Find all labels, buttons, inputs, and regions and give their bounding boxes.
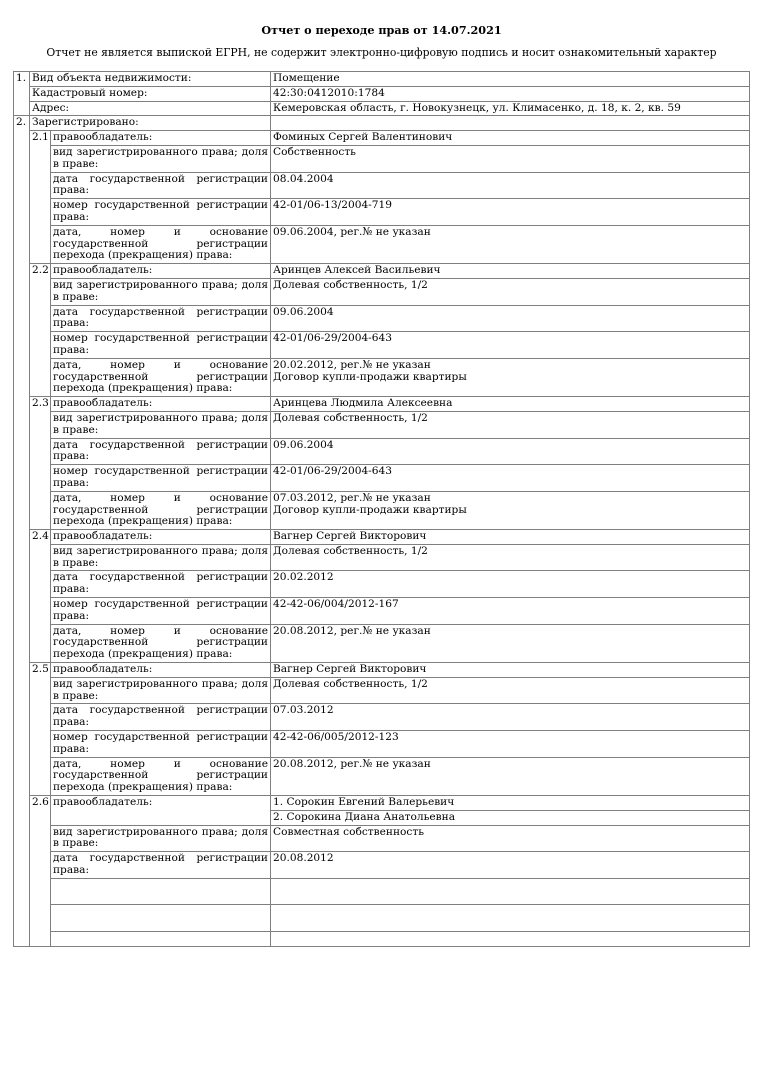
reg-number-row — [14, 332, 750, 359]
reg-date-value: 20.08.2012 — [271, 852, 750, 879]
holder-label: правообладатель: — [51, 131, 271, 146]
reg-date-label: дата государственной регистрации права: — [51, 172, 271, 199]
transfer-line: 20.08.2012, рег.№ не указан — [273, 624, 431, 637]
cadastral-row — [14, 86, 750, 101]
transfer-row — [14, 757, 750, 795]
holder-row — [14, 796, 750, 811]
reg-number-label — [51, 878, 271, 905]
reg-date-label: дата государственной регистрации права: — [51, 852, 271, 879]
cadastral-value: 42:30:0412010:1784 — [271, 86, 750, 101]
right-type-value: Долевая собственность, 1/2 — [271, 278, 750, 305]
reg-date-label: дата государственной регистрации права: — [51, 305, 271, 332]
reg-number-label: номер государственной регистрации права: — [51, 332, 271, 359]
holder-value: 1. Сорокин Евгений Валерьевич — [271, 796, 750, 811]
holder-label: правообладатель: — [51, 530, 271, 545]
object-type-value: Помещение — [271, 72, 750, 87]
transfer-line: 07.03.2012, рег.№ не указан — [273, 491, 431, 504]
holder-value: Фоминых Сергей Валентинович — [271, 131, 750, 146]
report-disclaimer: Отчет не является выпиской ЕГРН, не содержит электронно-цифровую подпись и носит ознакомительный характер — [46, 46, 717, 59]
section-number: 2. — [14, 116, 30, 946]
holder-row — [14, 264, 750, 279]
right-type-value: Собственность — [271, 145, 750, 172]
right-type-row — [14, 278, 750, 305]
transfer-line: 20.08.2012, рег.№ не указан — [273, 757, 431, 770]
entry-number: 2.5 — [30, 663, 51, 796]
holder-row — [14, 530, 750, 545]
registered-row — [14, 116, 750, 131]
right-type-row — [14, 825, 750, 852]
reg-number-row — [14, 199, 750, 226]
transfer-label: дата, номер и основание государственной регистрации перехода (прекращения) права: — [51, 624, 271, 662]
reg-number-value: 42-01/06-13/2004-719 — [271, 199, 750, 226]
transfer-row — [14, 225, 750, 263]
holder-row — [14, 663, 750, 678]
transfer-value — [271, 757, 750, 795]
right-type-value: Совместная собственность — [271, 825, 750, 852]
transfer-row — [14, 905, 750, 932]
reg-number-value: 42-01/06-29/2004-643 — [271, 332, 750, 359]
reg-number-value: 42-42-06/004/2012-167 — [271, 598, 750, 625]
reg-number-value — [271, 878, 750, 905]
transfer-basis: Договор купли-продажи квартиры — [273, 370, 467, 383]
holder-value: 2. Сорокина Диана Анатольевна — [271, 810, 750, 825]
holder-value: Аринцева Людмила Алексеевна — [271, 397, 750, 412]
entry-number: 2.6 — [30, 796, 51, 947]
holder-label: правообладатель: — [51, 397, 271, 412]
transfer-basis: Договор купли-продажи квартиры — [273, 503, 467, 516]
entry-number: 2.2 — [30, 264, 51, 397]
registered-label: Зарегистрировано: — [30, 116, 271, 131]
reg-number-label: номер государственной регистрации права: — [51, 465, 271, 492]
right-type-label: вид зарегистрированного права; доля в праве: — [51, 544, 271, 571]
reg-number-label: номер государственной регистрации права: — [51, 731, 271, 758]
reg-number-row — [14, 878, 750, 905]
holder-row — [14, 397, 750, 412]
holder-label: правообладатель: — [51, 663, 271, 678]
reg-date-row — [14, 438, 750, 465]
right-type-label: вид зарегистрированного права; доля в праве: — [51, 145, 271, 172]
transfer-row — [14, 491, 750, 529]
reg-date-value: 08.04.2004 — [271, 172, 750, 199]
spacer-cell — [51, 932, 271, 947]
spacer-row — [14, 932, 750, 947]
holder-row — [14, 131, 750, 146]
reg-date-row — [14, 305, 750, 332]
object-type-label: Вид объекта недвижимости: — [30, 72, 271, 87]
right-type-value: Долевая собственность, 1/2 — [271, 544, 750, 571]
entry-number: 2.3 — [30, 397, 51, 530]
transfer-label: дата, номер и основание государственной регистрации перехода (прекращения) права: — [51, 757, 271, 795]
reg-date-row — [14, 172, 750, 199]
right-type-value: Долевая собственность, 1/2 — [271, 411, 750, 438]
cadastral-label: Кадастровый номер: — [30, 86, 271, 101]
reg-date-label: дата государственной регистрации права: — [51, 571, 271, 598]
reg-date-row — [14, 852, 750, 879]
holder-value: Вагнер Сергей Викторович — [271, 530, 750, 545]
reg-date-row — [14, 571, 750, 598]
holder-value: Аринцев Алексей Васильевич — [271, 264, 750, 279]
transfer-label: дата, номер и основание государственной регистрации перехода (прекращения) права: — [51, 491, 271, 529]
transfer-label — [51, 905, 271, 932]
transfer-value — [271, 491, 750, 529]
right-type-row — [14, 411, 750, 438]
address-label: Адрес: — [30, 101, 271, 116]
entry-number: 2.1 — [30, 131, 51, 264]
reg-number-value: 42-01/06-29/2004-643 — [271, 465, 750, 492]
transfer-row — [14, 358, 750, 396]
transfer-label: дата, номер и основание государственной регистрации перехода (прекращения) права: — [51, 225, 271, 263]
registered-value — [271, 116, 750, 131]
reg-date-row — [14, 704, 750, 731]
right-type-label: вид зарегистрированного права; доля в праве: — [51, 825, 271, 852]
section-number: 1. — [14, 72, 30, 116]
reg-number-row — [14, 731, 750, 758]
reg-number-row — [14, 465, 750, 492]
holder-label: правообладатель: — [51, 796, 271, 826]
right-type-value: Долевая собственность, 1/2 — [271, 677, 750, 704]
reg-number-value: 42-42-06/005/2012-123 — [271, 731, 750, 758]
right-type-label: вид зарегистрированного права; доля в праве: — [51, 677, 271, 704]
address-row — [14, 101, 750, 116]
holder-label: правообладатель: — [51, 264, 271, 279]
reg-number-label: номер государственной регистрации права: — [51, 199, 271, 226]
transfer-line: 20.02.2012, рег.№ не указан — [273, 358, 431, 371]
reg-date-label: дата государственной регистрации права: — [51, 438, 271, 465]
transfer-row — [14, 624, 750, 662]
reg-number-label: номер государственной регистрации права: — [51, 598, 271, 625]
object-type-row — [14, 72, 750, 87]
right-type-row — [14, 544, 750, 571]
reg-date-value: 20.02.2012 — [271, 571, 750, 598]
reg-number-row — [14, 598, 750, 625]
transfer-label: дата, номер и основание государственной регистрации перехода (прекращения) права: — [51, 358, 271, 396]
reg-date-value: 07.03.2012 — [271, 704, 750, 731]
right-type-row — [14, 677, 750, 704]
report-title: Отчет о переходе прав от 14.07.2021 — [261, 23, 502, 37]
transfer-line: 09.06.2004, рег.№ не указан — [273, 225, 431, 238]
reg-date-label: дата государственной регистрации права: — [51, 704, 271, 731]
right-type-label: вид зарегистрированного права; доля в праве: — [51, 411, 271, 438]
transfer-value — [271, 624, 750, 662]
spacer-cell — [271, 932, 750, 947]
transfer-value — [271, 358, 750, 396]
right-type-label: вид зарегистрированного права; доля в праве: — [51, 278, 271, 305]
reg-date-value: 09.06.2004 — [271, 305, 750, 332]
address-value: Кемеровская область, г. Новокузнецк, ул. Климасенко, д. 18, к. 2, кв. 59 — [271, 101, 750, 116]
holder-value: Вагнер Сергей Викторович — [271, 663, 750, 678]
right-type-row — [14, 145, 750, 172]
transfer-value — [271, 225, 750, 263]
rights-transfer-table — [13, 71, 750, 947]
reg-date-value: 09.06.2004 — [271, 438, 750, 465]
entry-number: 2.4 — [30, 530, 51, 663]
transfer-value — [271, 905, 750, 932]
